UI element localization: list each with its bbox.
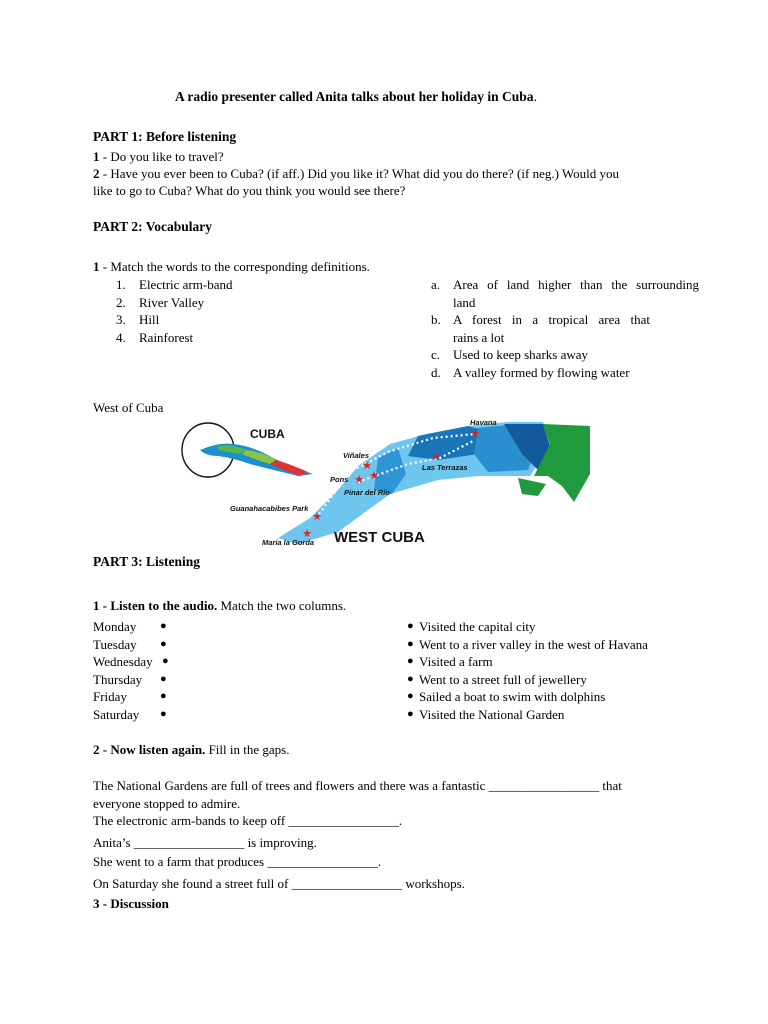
activity-item: Visited the National Garden [419,707,565,722]
star-pons: ★ [354,474,364,486]
sentence-text: The electronic arm-bands to keep off [93,813,286,828]
map-caption: West of Cuba [93,400,164,415]
activity-item: Went to a river valley in the west of Havana [419,637,648,652]
star-havana: ★ [470,428,480,440]
sentence-text: . [398,813,403,828]
activity-item: Visited the capital city [419,619,536,634]
match-bullet: ● [160,708,167,720]
sentence-text: is improving. [247,835,317,850]
part1-question-2 [93,165,619,182]
activity-item: Visited a farm [419,654,493,669]
map-label-cuba: CUBA [250,427,285,441]
gap-sentence-5 [93,875,465,892]
gap-blank: _________________ [488,778,600,793]
sentence-text: On Saturday she found a street full of [93,876,289,891]
place-label: Viñales [343,451,369,460]
question-text: - Do you like to travel? [99,149,224,164]
star-maria-la-gorda: ★ [302,528,312,540]
place-label: Havana [470,418,497,427]
part1-heading: PART 1: Before listening [93,129,237,144]
part3-heading: PART 3: Listening [93,554,201,569]
sentence-text: She went to a farm that produces [93,854,265,869]
star-las-terrazas: ★ [431,451,441,463]
discussion-heading: 3 - Discussion [93,896,169,911]
definition-line: rains a lot [453,330,505,345]
question-text-line1: - Have you ever been to Cuba? (if aff.) Did you like it? What did you do there? (if neg.) Would you [99,166,620,181]
word-number: 1. [116,277,126,292]
map-label-west-cuba: WEST CUBA [334,529,425,546]
gap-blank: _________________ [133,835,245,850]
neighbour-land-small [518,478,546,496]
word-number: 2. [116,295,126,310]
gap-sentence-4 [93,853,381,870]
word-item: River Valley [139,295,205,310]
word-item: Rainforest [139,330,194,345]
place-label: Guanahacabibes Park [230,504,309,513]
star-vinales: ★ [362,460,372,472]
day-item: Thursday [93,672,143,687]
match-bullet: ● [160,620,167,632]
activity-item: Went to a street full of jewellery [419,672,587,687]
question-label: 1 - Listen to the audio. [93,598,218,613]
question-label: 2 - Now listen again. [93,742,206,757]
sentence-text: The National Gardens are full of trees and flowers and there was a fantastic [93,778,486,793]
match-bullet: ● [407,655,414,667]
definition-letter: d. [431,365,441,380]
title-period: . [533,89,537,104]
gap-blank: _________________ [288,813,399,828]
instruction-text: - Match the words to the corresponding definitions. [99,259,370,274]
definition-letter: c. [431,347,441,362]
match-bullet: ● [162,655,169,667]
activity-item: Sailed a boat to swim with dolphins [419,689,606,704]
word-number: 3. [116,312,126,327]
question-number: 1 [93,259,100,274]
match-bullet: ● [160,638,167,650]
day-item: Monday [93,619,137,634]
title-text: A radio presenter called Anita talks about her holiday in Cuba [175,89,534,104]
place-label: Maria la Gorda [262,538,315,547]
definition-line: Area of land higher than the surrounding [453,277,699,292]
question-text: Fill in the gaps. [205,742,290,757]
question-number: 1 [93,149,100,164]
part2-heading: PART 2: Vocabulary [93,219,213,234]
gap-blank: _________________ [267,854,378,869]
gap-blank: _________________ [291,876,403,891]
west-cuba-map [178,414,590,552]
day-item: Wednesday [93,654,153,669]
match-bullet: ● [160,673,167,685]
question-text: Match the two columns. [217,598,347,613]
sentence-text: Anita’s [93,835,131,850]
sentence-text: that [602,778,622,793]
star-pinar: ★ [369,470,379,482]
definition-letter: b. [431,312,441,327]
place-label: Pons [330,475,349,484]
part2-instruction [93,258,370,275]
sentence-text: . [377,854,382,869]
place-label: Pinar del Rio [344,488,390,497]
definition-line: A valley formed by flowing water [453,365,630,380]
gap-sentence-3 [93,834,317,851]
match-bullet: ● [160,690,167,702]
definition-line: Used to keep sharks away [453,347,589,362]
match-bullet: ● [407,638,414,650]
day-item: Saturday [93,707,140,722]
part3-question-2 [93,741,289,758]
word-number: 4. [116,330,126,345]
day-item: Friday [93,689,127,704]
part1-question-1 [93,148,224,165]
question-number: 2 [93,166,100,181]
sentence-text: workshops. [405,876,465,891]
match-bullet: ● [407,620,414,632]
gap-sentence-1-line2: everyone stopped to admire. [93,796,241,811]
match-bullet: ● [407,708,414,720]
gap-sentence-1 [93,777,622,794]
match-bullet: ● [407,690,414,702]
page-title [175,88,537,105]
definition-letter: a. [431,277,441,292]
word-item: Electric arm-band [139,277,233,292]
gap-sentence-2 [93,812,402,829]
place-label: Las Terrazas [422,463,468,472]
definition-line: land [453,295,476,310]
match-bullet: ● [407,673,414,685]
definition-line: A forest in a tropical area that [453,312,650,327]
day-item: Tuesday [93,637,137,652]
star-guanahacabibes: ★ [312,511,322,523]
part3-question-1 [93,597,346,614]
word-item: Hill [139,312,160,327]
part1-question-2-line2: like to go to Cuba? What do you think you would see there? [93,183,406,198]
